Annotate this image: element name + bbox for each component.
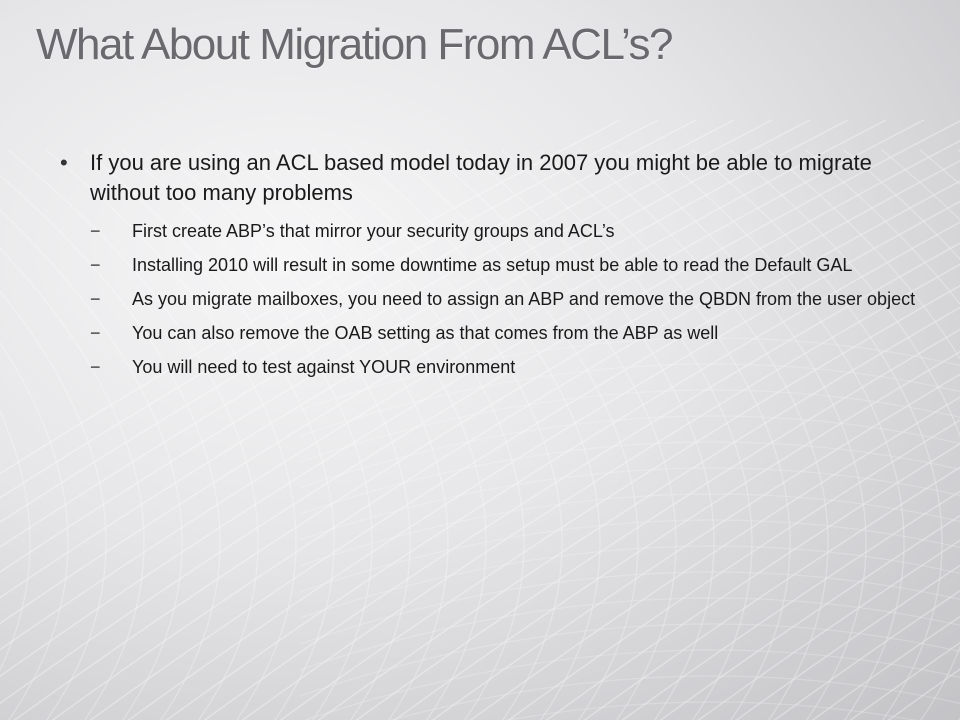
dash-marker: −	[90, 255, 101, 275]
sub-bullet-text: You can also remove the OAB setting as that comes from the ABP as well	[132, 323, 719, 343]
dash-marker: −	[90, 289, 101, 309]
dash-marker: −	[90, 357, 101, 377]
sub-bullet-list	[58, 220, 938, 378]
sub-bullet	[58, 356, 932, 378]
sub-bullet	[58, 254, 932, 276]
sub-bullet-text: You will need to test against YOUR environment	[132, 357, 516, 377]
dash-marker: −	[90, 221, 101, 241]
sub-bullet	[58, 322, 932, 344]
slide-content	[58, 148, 938, 390]
main-bullet	[58, 148, 938, 208]
sub-bullet-text: Installing 2010 will result in some downtime as setup must be able to read the Default GAL	[132, 255, 853, 275]
sub-bullet-text: As you migrate mailboxes, you need to assign an ABP and remove the QBDN from the user object	[132, 289, 916, 309]
dash-marker: −	[90, 323, 101, 343]
sub-bullet-text: First create ABP’s that mirror your security groups and ACL’s	[132, 221, 615, 241]
sub-bullet	[58, 220, 932, 242]
slide-title: What About Migration From ACL’s?	[36, 20, 672, 69]
bullet-marker: •	[60, 150, 68, 175]
sub-bullet	[58, 288, 932, 310]
main-bullet-text: If you are using an ACL based model today in 2007 you might be able to migrate without too many problems	[90, 150, 872, 205]
